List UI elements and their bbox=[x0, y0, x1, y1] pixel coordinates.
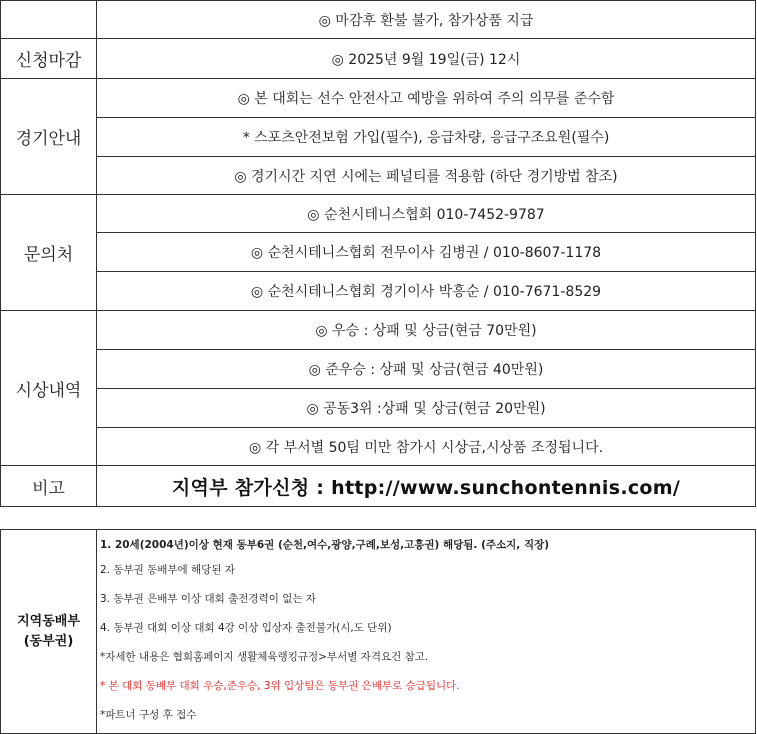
eligibility-table bbox=[0, 529, 756, 734]
eligibility-note: 2. 동부권 동배부에 해당된 자 bbox=[100, 564, 235, 576]
eligibility-note: *파트너 구성 후 접수 bbox=[100, 709, 197, 721]
contact-item: ◎ 순천시테니스협회 010-7452-9787 bbox=[97, 195, 756, 233]
contact-label: 문의처 bbox=[1, 195, 97, 311]
contact-item: ◎ 순천시테니스협회 전무이사 김병권 / 010-8607-1178 bbox=[97, 233, 756, 272]
deadline-label: 신청마감 bbox=[1, 39, 97, 79]
remarks-label: 비고 bbox=[1, 466, 97, 507]
deadline-text: ◎ 2025년 9월 19일(금) 12시 bbox=[97, 39, 756, 79]
awards-item: ◎ 공동3위 :상패 및 상금(현금 20만원) bbox=[97, 389, 756, 428]
eligibility-label bbox=[1, 530, 97, 734]
awards-label: 시상내역 bbox=[1, 311, 97, 466]
eligibility-label-line2: (동부권) bbox=[23, 633, 74, 649]
awards-item: ◎ 우승 : 상패 및 상금(현금 70만원) bbox=[97, 311, 756, 350]
awards-item: ◎ 각 부서별 50팀 미만 참가시 시상금,시상품 조정됩니다. bbox=[97, 428, 756, 466]
game-info-item: * 스포츠안전보험 가입(필수), 응급차량, 응급구조요원(필수) bbox=[97, 118, 756, 157]
eligibility-note: 3. 동부권 은배부 이상 대회 출전경력이 없는 자 bbox=[100, 593, 316, 605]
eligibility-label-line1: 지역동배부 bbox=[17, 613, 80, 629]
refund-policy-text: ◎ 마감후 환불 불가, 참가상품 지급 bbox=[97, 1, 756, 39]
game-info-item: ◎ 경기시간 지연 시에는 페널티를 적용함 (하단 경기방법 참조) bbox=[97, 157, 756, 195]
eligibility-note: 1. 20세(2004년)이상 현재 동부6권 (순천,여수,광양,구례,보성,고흥권) 해당됨. (주소지, 직장) bbox=[100, 539, 550, 551]
eligibility-notes bbox=[97, 530, 756, 734]
game-info-item: ◎ 본 대회는 선수 안전사고 예방을 위하여 주의 의무를 준수함 bbox=[97, 79, 756, 118]
eligibility-note: *자세한 내용은 협회홈페이지 생활체육랭킹규정>부서별 자격요건 참고. bbox=[100, 651, 429, 663]
awards-item: ◎ 준우승 : 상패 및 상금(현금 40만원) bbox=[97, 350, 756, 389]
eligibility-note: 4. 동부권 대회 이상 대회 4강 이상 입상자 출전불가(시,도 단위) bbox=[100, 622, 392, 634]
blank-label-cell bbox=[1, 1, 97, 39]
contact-item: ◎ 순천시테니스협회 경기이사 박흥순 / 010-7671-8529 bbox=[97, 272, 756, 311]
registration-link[interactable]: 지역부 참가신청 : http://www.sunchontennis.com/ bbox=[97, 466, 756, 507]
game-info-label: 경기안내 bbox=[1, 79, 97, 195]
promotion-notice: * 본 대회 동배부 대회 우승,준우승, 3위 입상팀은 동부권 은배부로 승급됩니다. bbox=[100, 680, 460, 692]
